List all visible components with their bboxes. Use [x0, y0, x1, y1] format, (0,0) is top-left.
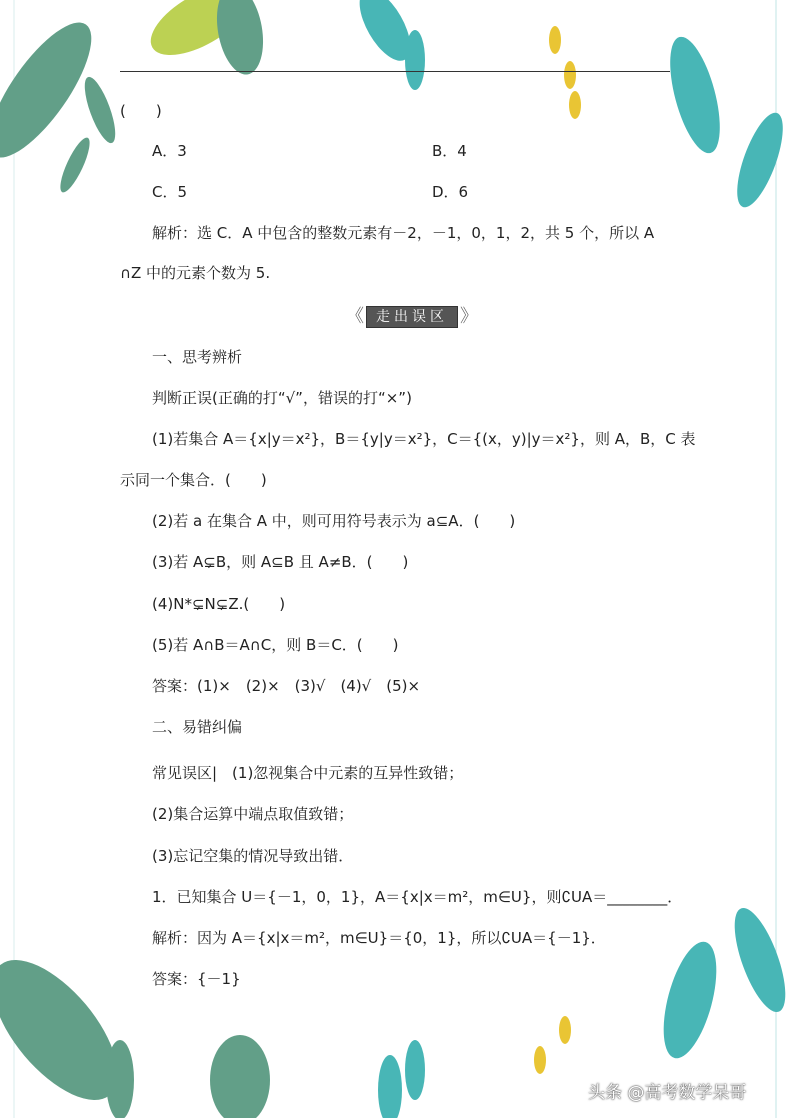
- question-4: (4)N*⊊N⊊Z.( ): [152, 595, 286, 613]
- analysis-text-cont: ∩Z 中的元素个数为 5.: [120, 264, 271, 282]
- section-title: 一、思考辨析: [152, 348, 243, 366]
- analysis-text: 解析：选 C．A 中包含的整数元素有－2，－1，0，1，2，共 5 个，所以 A: [152, 224, 655, 242]
- section-banner: [340, 305, 484, 329]
- answer: 答案：(1)× (2)× (3)√ (4)√ (5)×: [152, 677, 421, 695]
- instruction: 判断正误(正确的打“√”，错误的打“×”): [152, 389, 412, 407]
- question-1: (1)若集合 A＝{x|y＝x²}，B＝{y|y＝x²}，C＝{(x，y)|y＝x²}，则 A，B，C 表: [152, 430, 696, 448]
- chevron-right-icon: 》: [460, 306, 478, 327]
- option-b: B．4: [432, 142, 467, 160]
- common-errors: (3)忘记空集的情况导致出错．: [152, 847, 354, 865]
- common-errors: 常见误区| (1)忽视集合中元素的互异性致错；: [152, 764, 464, 782]
- option-a: A．3: [152, 142, 187, 160]
- common-errors: (2)集合运算中端点取值致错；: [152, 805, 354, 823]
- example-1: 1．已知集合 U＝{－1，0，1}，A＝{x|x＝m²，m∈U}，则∁UA＝________．: [152, 888, 683, 906]
- question-1-cont: 示同一个集合．( ): [120, 471, 267, 489]
- option-c: C．5: [152, 183, 188, 201]
- banner-label: 走出误区: [366, 306, 458, 328]
- header-rule: [120, 71, 670, 72]
- section-title: 二、易错纠偏: [152, 718, 243, 736]
- question-2: (2)若 a 在集合 A 中，则可用符号表示为 a⊆A．( ): [152, 512, 516, 530]
- example-1-analysis: 解析：因为 A＝{x|x＝m²，m∈U}＝{0，1}，所以∁UA＝{－1}．: [152, 929, 606, 947]
- example-1-answer: 答案：{－1}: [152, 970, 241, 988]
- question-5: (5)若 A∩B＝A∩C，则 B＝C．( ): [152, 636, 399, 654]
- answer-blank: ( ): [120, 102, 162, 120]
- chevron-left-icon: 《: [346, 306, 364, 327]
- option-d: D．6: [432, 183, 469, 201]
- question-3: (3)若 A⊊B，则 A⊆B 且 A≠B．( ): [152, 553, 409, 571]
- watermark: 头条 @高考数学呆哥: [588, 1083, 747, 1103]
